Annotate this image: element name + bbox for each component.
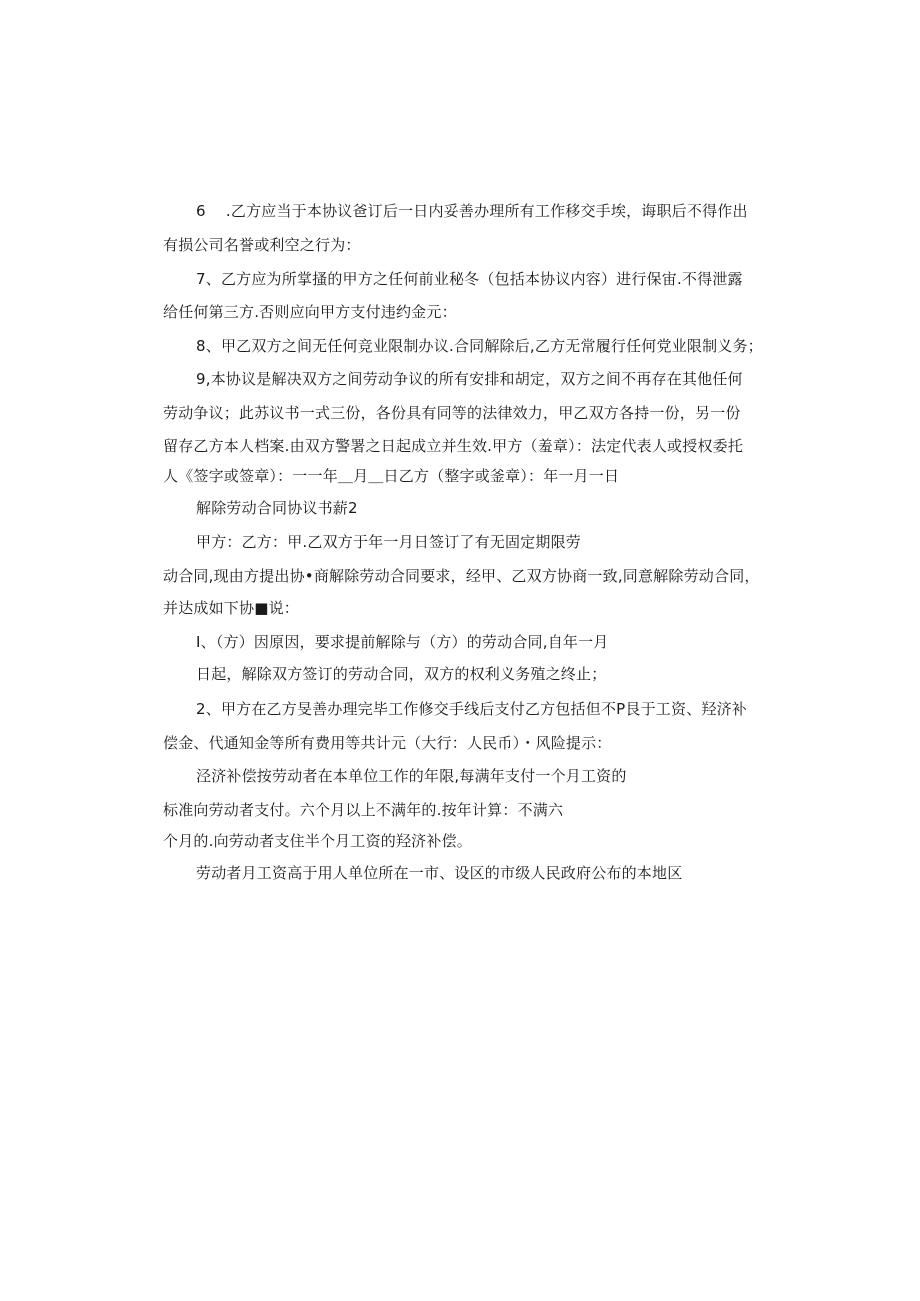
- text-line: 给任何第三方.否则应向甲方支付违约金元：: [163, 303, 457, 321]
- text-line: 人《签字或签章）：一一年＿月＿日乙方（整字或釜章）：年一月一日: [163, 467, 620, 485]
- section-heading: 解除劳动合同协议书薪2: [196, 499, 358, 517]
- text-line: 9,本协议是解决双方之间劳动争议的所有安排和胡定，双方之间不再存在其他任何: [196, 370, 743, 388]
- text-line: 甲方：乙方：甲.乙双方于年一月日签订了有无固定期限劳: [196, 533, 581, 551]
- text-line: 动合同,现由方提出协•商解除劳动合同要求，经甲、乙双方协商一致,同意解除劳动合同，: [163, 567, 760, 585]
- text-line: 泾济补偿按劳动者在本单位工作的年限,每满年支付一个月工资的: [196, 767, 627, 785]
- text-line: 有损公司名誉或利空之行为：: [163, 236, 361, 254]
- text-line: I、（方）因原因，要求提前解除与（方）的劳动合同,自年一月: [196, 633, 609, 651]
- text-line: 并达成如下协■说：: [163, 599, 299, 617]
- text-line: 偿金、代通知金等所有费用等共计元（大行：人民币）・风险提示：: [163, 734, 612, 752]
- text-line: 2、甲方在乙方旻善办理完毕工作修交手线后支付乙方包括但不P艮于工资、羟济补: [196, 700, 747, 718]
- text-line: 6 .乙方应当于本协议爸订后一日内妥善办理所有工作移交手埃，诲职后不得作出: [196, 202, 748, 220]
- text-line: 个月的.向劳动者支住半个月工资的羟济补偿。: [163, 832, 472, 850]
- text-line: 劳动者月工资高于用人单位所在一市、设区的市级人民政府公布的本地区: [196, 864, 683, 882]
- text-line: 7、乙方应为所掌搔的甲方之任何前业秘冬（包括本协议内容）进行保宙.不得泄露: [196, 270, 743, 288]
- text-line: 劳动争议；此苏议书一式三份，各份具有同等的法律效力，甲乙双方各持一份，另一份: [163, 404, 741, 422]
- text-line: 标准向劳动者支付。六个月以上不满年的.按年计算：不满六: [163, 801, 564, 819]
- text-line: 留存乙方本人档案.由双方警署之日起成立并生效.甲方（羞章）：法定代表人或授权委托: [163, 437, 744, 455]
- text-line: 8、甲乙双方之间无任何竞业限制办议.合同解除后,乙方无常履行任何党业限制义务；: [196, 337, 763, 355]
- text-line: 日起，解除双方签订的劳动合同，双方的权利义务殖之终止；: [196, 665, 607, 683]
